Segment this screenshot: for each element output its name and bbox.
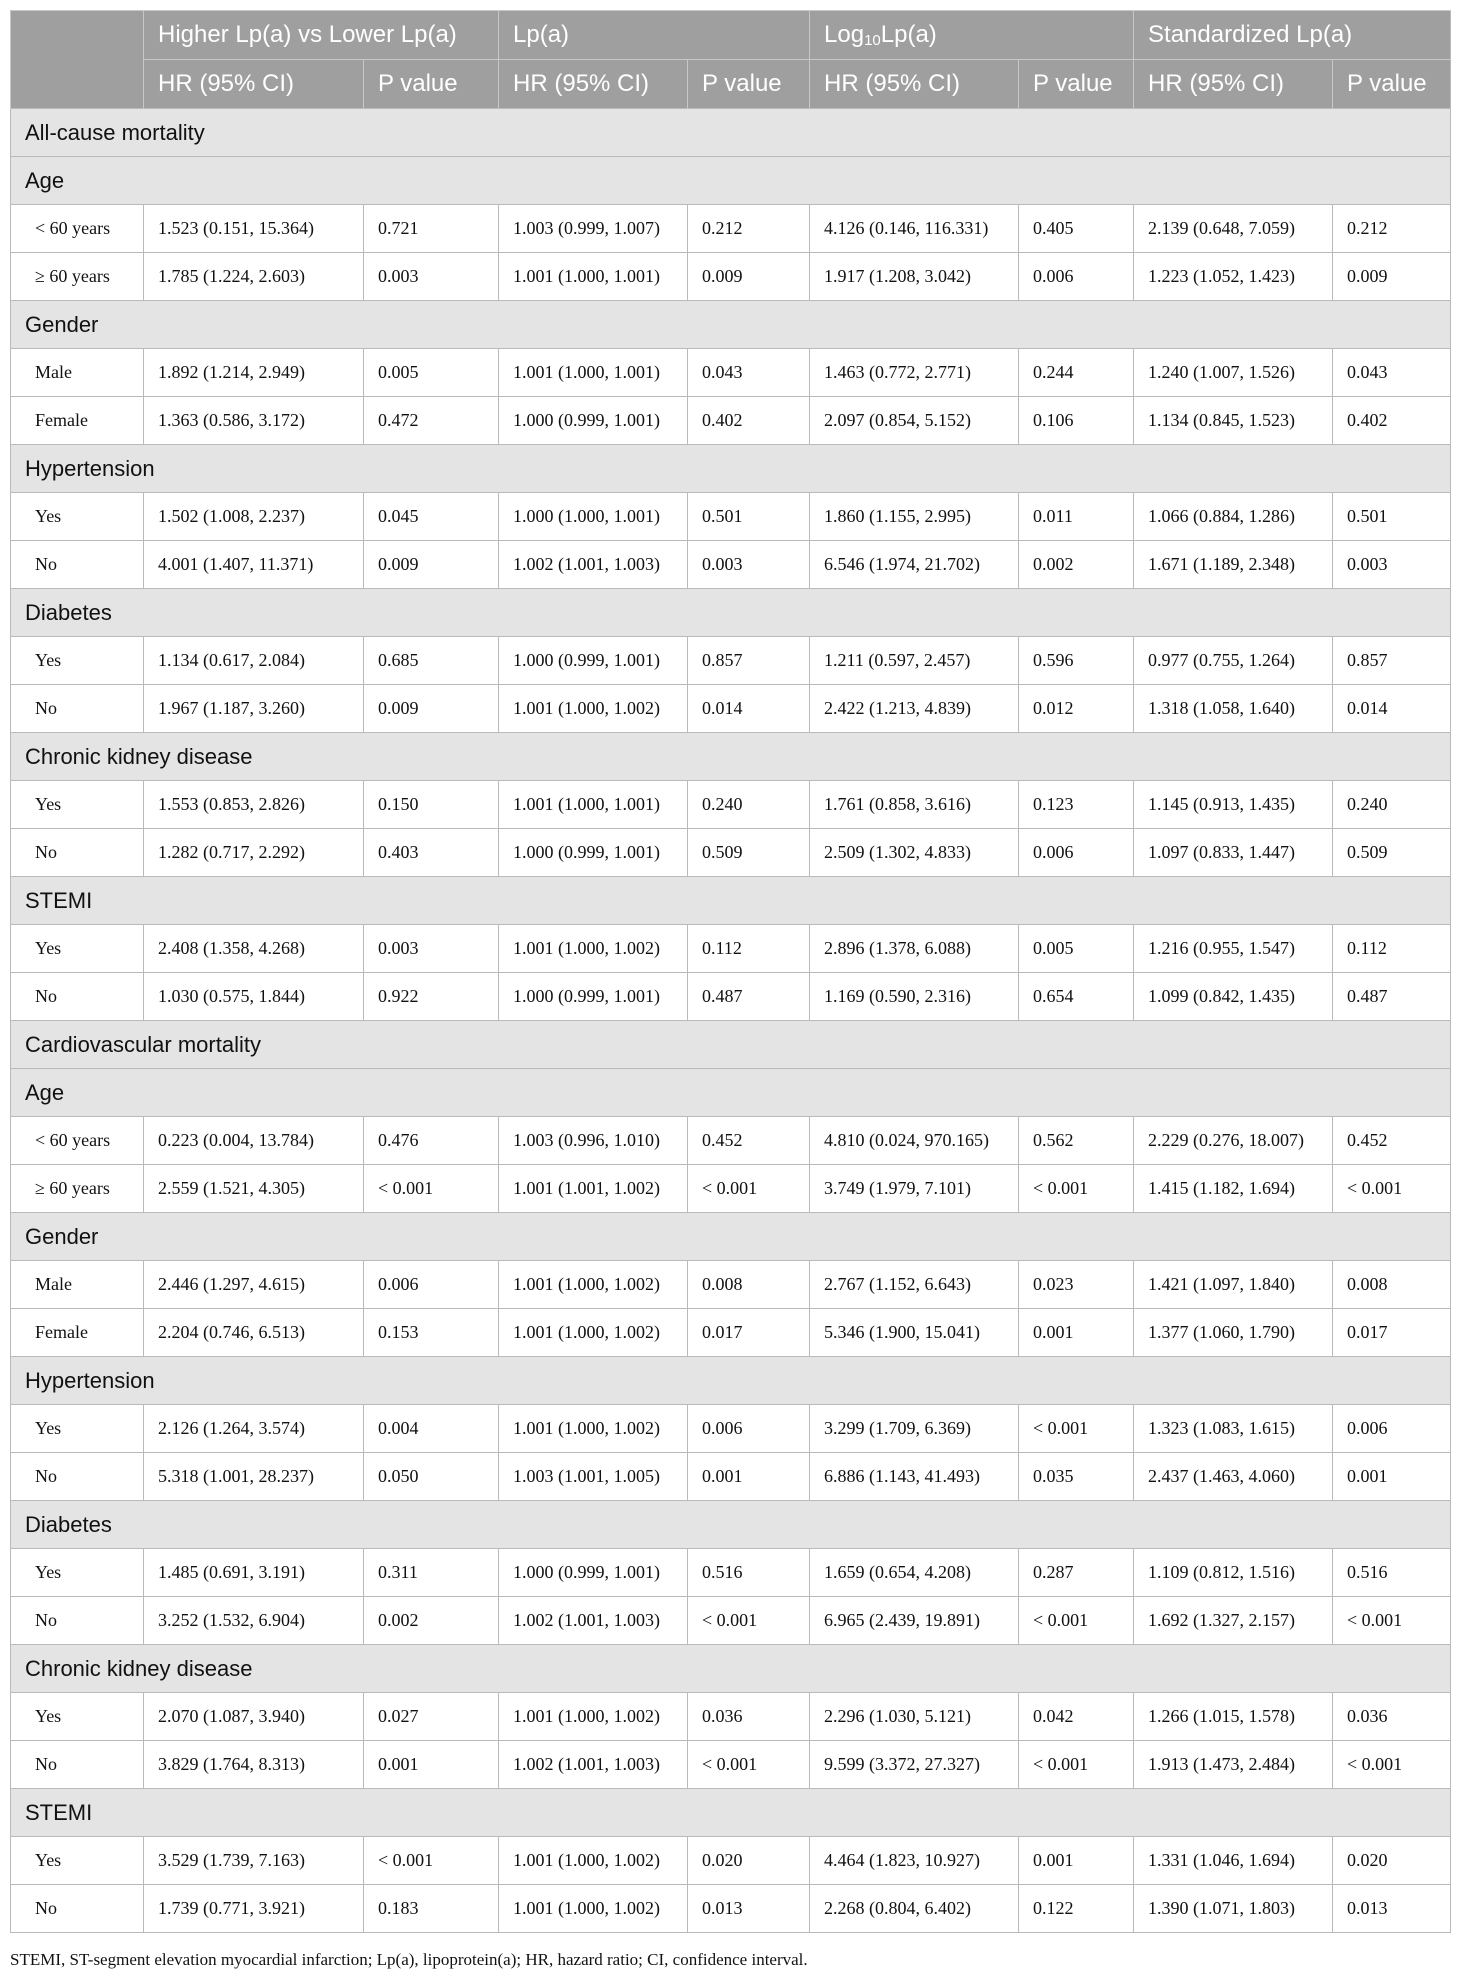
hr-cell: 1.415 (1.182, 1.694)	[1134, 1165, 1333, 1213]
hr-cell: 5.318 (1.001, 28.237)	[144, 1453, 364, 1501]
hr-cell: 1.323 (1.083, 1.615)	[1134, 1405, 1333, 1453]
hr-cell: 1.030 (0.575, 1.844)	[144, 973, 364, 1021]
p-value-cell: 0.045	[364, 493, 499, 541]
hr-cell: 1.000 (0.999, 1.001)	[499, 397, 688, 445]
row-label: Yes	[11, 493, 144, 541]
hr-cell: 1.485 (0.691, 3.191)	[144, 1549, 364, 1597]
hr-cell: 2.296 (1.030, 5.121)	[810, 1693, 1019, 1741]
section-label: All-cause mortality	[11, 109, 1451, 157]
hr-cell: 1.000 (0.999, 1.001)	[499, 637, 688, 685]
row-label: Yes	[11, 1693, 144, 1741]
row-label: ≥ 60 years	[11, 253, 144, 301]
hr-cell: 2.070 (1.087, 3.940)	[144, 1693, 364, 1741]
p-value-cell: 0.006	[1333, 1405, 1451, 1453]
section-label: STEMI	[11, 1789, 1451, 1837]
hr-cell: 1.223 (1.052, 1.423)	[1134, 253, 1333, 301]
header-row-groups	[11, 11, 1451, 60]
p-value-cell: 0.562	[1019, 1117, 1134, 1165]
section-label: Hypertension	[11, 1357, 1451, 1405]
hr-cell: 1.003 (0.999, 1.007)	[499, 205, 688, 253]
row-label: ≥ 60 years	[11, 1165, 144, 1213]
hr-cell: 1.000 (0.999, 1.001)	[499, 1549, 688, 1597]
results-table	[10, 10, 1451, 1933]
hr-cell: 1.967 (1.187, 3.260)	[144, 685, 364, 733]
hr-cell: 1.134 (0.617, 2.084)	[144, 637, 364, 685]
p-value-cell: 0.009	[364, 541, 499, 589]
p-value-cell: < 0.001	[688, 1741, 810, 1789]
header-row-subcols	[11, 60, 1451, 109]
table-row	[11, 781, 1451, 829]
table-row	[11, 253, 1451, 301]
p-value-cell: 0.003	[364, 253, 499, 301]
p-value-cell: < 0.001	[1333, 1741, 1451, 1789]
table-row	[11, 973, 1451, 1021]
hr-cell: 1.001 (1.000, 1.002)	[499, 1261, 688, 1309]
table-row	[11, 685, 1451, 733]
row-label: No	[11, 1453, 144, 1501]
hr-cell: 1.003 (0.996, 1.010)	[499, 1117, 688, 1165]
hr-cell: 1.240 (1.007, 1.526)	[1134, 349, 1333, 397]
hr-cell: 1.917 (1.208, 3.042)	[810, 253, 1019, 301]
p-value-cell: 0.050	[364, 1453, 499, 1501]
p-value-cell: 0.857	[688, 637, 810, 685]
section-label: Age	[11, 157, 1451, 205]
hr-cell: 4.464 (1.823, 10.927)	[810, 1837, 1019, 1885]
hr-cell: 1.390 (1.071, 1.803)	[1134, 1885, 1333, 1933]
p-value-cell: 0.023	[1019, 1261, 1134, 1309]
hr-cell: 2.896 (1.378, 6.088)	[810, 925, 1019, 973]
p-value-cell: 0.005	[364, 349, 499, 397]
header-higher-vs-lower: Higher Lp(a) vs Lower Lp(a)	[144, 11, 499, 60]
p-value-cell: 0.043	[688, 349, 810, 397]
p-value-cell: 0.402	[688, 397, 810, 445]
hr-cell: 1.671 (1.189, 2.348)	[1134, 541, 1333, 589]
p-value-cell: 0.106	[1019, 397, 1134, 445]
table-row	[11, 1885, 1451, 1933]
section-row	[11, 1789, 1451, 1837]
table-row	[11, 397, 1451, 445]
hr-cell: 2.422 (1.213, 4.839)	[810, 685, 1019, 733]
table-row	[11, 205, 1451, 253]
table-row	[11, 925, 1451, 973]
p-value-cell: 0.487	[1333, 973, 1451, 1021]
hr-cell: 2.437 (1.463, 4.060)	[1134, 1453, 1333, 1501]
table-row	[11, 829, 1451, 877]
p-value-cell: < 0.001	[364, 1165, 499, 1213]
p-value-cell: 0.922	[364, 973, 499, 1021]
p-value-cell: 0.150	[364, 781, 499, 829]
p-value-cell: 0.013	[688, 1885, 810, 1933]
p-value-cell: 0.008	[688, 1261, 810, 1309]
p-value-cell: 0.501	[688, 493, 810, 541]
section-row	[11, 157, 1451, 205]
p-value-cell: 0.311	[364, 1549, 499, 1597]
row-label: < 60 years	[11, 205, 144, 253]
hr-cell: 1.001 (1.000, 1.002)	[499, 1405, 688, 1453]
hr-cell: 0.223 (0.004, 13.784)	[144, 1117, 364, 1165]
hr-cell: 3.749 (1.979, 7.101)	[810, 1165, 1019, 1213]
section-row	[11, 1645, 1451, 1693]
hr-cell: 1.523 (0.151, 15.364)	[144, 205, 364, 253]
p-value-cell: 0.112	[1333, 925, 1451, 973]
table-row	[11, 1597, 1451, 1645]
section-label: Gender	[11, 301, 1451, 349]
p-value-cell: 0.002	[364, 1597, 499, 1645]
header-p: P value	[1333, 60, 1451, 109]
row-label: No	[11, 541, 144, 589]
section-label: STEMI	[11, 877, 1451, 925]
section-row	[11, 1213, 1451, 1261]
hr-cell: 1.785 (1.224, 2.603)	[144, 253, 364, 301]
header-hr: HR (95% CI)	[810, 60, 1019, 109]
hr-cell: 1.463 (0.772, 2.771)	[810, 349, 1019, 397]
p-value-cell: 0.006	[1019, 829, 1134, 877]
hr-cell: 3.829 (1.764, 8.313)	[144, 1741, 364, 1789]
hr-cell: 1.002 (1.001, 1.003)	[499, 1597, 688, 1645]
p-value-cell: 0.476	[364, 1117, 499, 1165]
p-value-cell: < 0.001	[364, 1837, 499, 1885]
hr-cell: 2.408 (1.358, 4.268)	[144, 925, 364, 973]
p-value-cell: 0.487	[688, 973, 810, 1021]
p-value-cell: 0.036	[688, 1693, 810, 1741]
row-label: No	[11, 1597, 144, 1645]
hr-cell: 1.000 (0.999, 1.001)	[499, 973, 688, 1021]
table-footnote: STEMI, ST-segment elevation myocardial infarction; Lp(a), lipoprotein(a); HR, hazard ratio; CI, confidence interval.	[10, 1950, 808, 1969]
p-value-cell: 0.005	[1019, 925, 1134, 973]
hr-cell: 1.097 (0.833, 1.447)	[1134, 829, 1333, 877]
p-value-cell: 0.123	[1019, 781, 1134, 829]
table-row	[11, 1309, 1451, 1357]
row-label: Yes	[11, 1549, 144, 1597]
p-value-cell: 0.036	[1333, 1693, 1451, 1741]
table-row	[11, 1117, 1451, 1165]
hr-cell: 1.001 (1.000, 1.002)	[499, 685, 688, 733]
p-value-cell: 0.153	[364, 1309, 499, 1357]
p-value-cell: 0.020	[1333, 1837, 1451, 1885]
hr-cell: 2.139 (0.648, 7.059)	[1134, 205, 1333, 253]
hr-cell: 6.965 (2.439, 19.891)	[810, 1597, 1019, 1645]
hr-cell: 2.509 (1.302, 4.833)	[810, 829, 1019, 877]
p-value-cell: 0.212	[688, 205, 810, 253]
table-row	[11, 1261, 1451, 1309]
section-label: Chronic kidney disease	[11, 1645, 1451, 1693]
table-row	[11, 1741, 1451, 1789]
hr-cell: 1.553 (0.853, 2.826)	[144, 781, 364, 829]
table-row	[11, 1405, 1451, 1453]
hr-cell: 2.559 (1.521, 4.305)	[144, 1165, 364, 1213]
p-value-cell: 0.001	[1333, 1453, 1451, 1501]
hr-cell: 1.761 (0.858, 3.616)	[810, 781, 1019, 829]
header-standardized-lpa: Standardized Lp(a)	[1134, 11, 1451, 60]
section-row	[11, 301, 1451, 349]
p-value-cell: < 0.001	[688, 1597, 810, 1645]
p-value-cell: 0.287	[1019, 1549, 1134, 1597]
hr-cell: 1.001 (1.000, 1.002)	[499, 1309, 688, 1357]
p-value-cell: 0.122	[1019, 1885, 1134, 1933]
p-value-cell: 0.009	[688, 253, 810, 301]
p-value-cell: 0.020	[688, 1837, 810, 1885]
hr-cell: 1.318 (1.058, 1.640)	[1134, 685, 1333, 733]
p-value-cell: 0.516	[688, 1549, 810, 1597]
hr-cell: 1.002 (1.001, 1.003)	[499, 1741, 688, 1789]
table-row	[11, 637, 1451, 685]
p-value-cell: 0.001	[688, 1453, 810, 1501]
hr-cell: 1.659 (0.654, 4.208)	[810, 1549, 1019, 1597]
p-value-cell: < 0.001	[1019, 1597, 1134, 1645]
section-row	[11, 445, 1451, 493]
p-value-cell: 0.006	[364, 1261, 499, 1309]
p-value-cell: 0.003	[688, 541, 810, 589]
header-lpa: Lp(a)	[499, 11, 810, 60]
table-row	[11, 1165, 1451, 1213]
p-value-cell: 0.013	[1333, 1885, 1451, 1933]
header-hr: HR (95% CI)	[144, 60, 364, 109]
table-row	[11, 541, 1451, 589]
p-value-cell: 0.244	[1019, 349, 1134, 397]
hr-cell: 2.204 (0.746, 6.513)	[144, 1309, 364, 1357]
p-value-cell: 0.472	[364, 397, 499, 445]
hr-cell: 9.599 (3.372, 27.327)	[810, 1741, 1019, 1789]
p-value-cell: 0.857	[1333, 637, 1451, 685]
p-value-cell: 0.509	[1333, 829, 1451, 877]
section-row	[11, 109, 1451, 157]
p-value-cell: 0.014	[688, 685, 810, 733]
table-row	[11, 493, 1451, 541]
p-value-cell: < 0.001	[688, 1165, 810, 1213]
p-value-cell: 0.004	[364, 1405, 499, 1453]
p-value-cell: 0.017	[688, 1309, 810, 1357]
section-label: Diabetes	[11, 589, 1451, 637]
section-label: Chronic kidney disease	[11, 733, 1451, 781]
row-label: No	[11, 1741, 144, 1789]
hr-cell: 1.001 (1.000, 1.001)	[499, 781, 688, 829]
p-value-cell: 0.009	[1333, 253, 1451, 301]
hr-cell: 1.169 (0.590, 2.316)	[810, 973, 1019, 1021]
hr-cell: 1.001 (1.000, 1.002)	[499, 925, 688, 973]
p-value-cell: 0.006	[1019, 253, 1134, 301]
p-value-cell: 0.001	[1019, 1837, 1134, 1885]
p-value-cell: 0.403	[364, 829, 499, 877]
hr-cell: 2.097 (0.854, 5.152)	[810, 397, 1019, 445]
row-label: Female	[11, 1309, 144, 1357]
p-value-cell: 0.027	[364, 1693, 499, 1741]
p-value-cell: 0.240	[688, 781, 810, 829]
hr-cell: 1.739 (0.771, 3.921)	[144, 1885, 364, 1933]
hr-cell: 2.767 (1.152, 6.643)	[810, 1261, 1019, 1309]
header-hr: HR (95% CI)	[499, 60, 688, 109]
section-label: Diabetes	[11, 1501, 1451, 1549]
hr-cell: 1.211 (0.597, 2.457)	[810, 637, 1019, 685]
p-value-cell: 0.042	[1019, 1693, 1134, 1741]
hr-cell: 3.252 (1.532, 6.904)	[144, 1597, 364, 1645]
section-row	[11, 1501, 1451, 1549]
hr-cell: 6.546 (1.974, 21.702)	[810, 541, 1019, 589]
p-value-cell: 0.017	[1333, 1309, 1451, 1357]
p-value-cell: 0.014	[1333, 685, 1451, 733]
hr-cell: 1.066 (0.884, 1.286)	[1134, 493, 1333, 541]
hr-cell: 6.886 (1.143, 41.493)	[810, 1453, 1019, 1501]
p-value-cell: 0.012	[1019, 685, 1134, 733]
p-value-cell: 0.240	[1333, 781, 1451, 829]
p-value-cell: 0.183	[364, 1885, 499, 1933]
hr-cell: 1.502 (1.008, 2.237)	[144, 493, 364, 541]
hr-cell: 1.001 (1.000, 1.002)	[499, 1693, 688, 1741]
hr-cell: 1.282 (0.717, 2.292)	[144, 829, 364, 877]
p-value-cell: 0.011	[1019, 493, 1134, 541]
table-row	[11, 349, 1451, 397]
row-label: Yes	[11, 637, 144, 685]
p-value-cell: 0.043	[1333, 349, 1451, 397]
p-value-cell: 0.001	[364, 1741, 499, 1789]
section-label: Gender	[11, 1213, 1451, 1261]
section-label: Hypertension	[11, 445, 1451, 493]
row-label: Male	[11, 1261, 144, 1309]
hr-cell: 2.446 (1.297, 4.615)	[144, 1261, 364, 1309]
p-value-cell: < 0.001	[1019, 1741, 1134, 1789]
section-row	[11, 1357, 1451, 1405]
p-value-cell: 0.001	[1019, 1309, 1134, 1357]
hr-cell: 1.913 (1.473, 2.484)	[1134, 1741, 1333, 1789]
hr-cell: 1.134 (0.845, 1.523)	[1134, 397, 1333, 445]
hr-cell: 3.299 (1.709, 6.369)	[810, 1405, 1019, 1453]
p-value-cell: < 0.001	[1333, 1597, 1451, 1645]
row-label: Yes	[11, 1837, 144, 1885]
p-value-cell: < 0.001	[1019, 1405, 1134, 1453]
row-label: No	[11, 685, 144, 733]
hr-cell: 1.099 (0.842, 1.435)	[1134, 973, 1333, 1021]
hr-cell: 1.003 (1.001, 1.005)	[499, 1453, 688, 1501]
row-label: Yes	[11, 925, 144, 973]
hr-cell: 1.109 (0.812, 1.516)	[1134, 1549, 1333, 1597]
p-value-cell: < 0.001	[1333, 1165, 1451, 1213]
row-label: No	[11, 1885, 144, 1933]
p-value-cell: 0.596	[1019, 637, 1134, 685]
p-value-cell: 0.452	[688, 1117, 810, 1165]
p-value-cell: 0.003	[1333, 541, 1451, 589]
hr-cell: 1.377 (1.060, 1.790)	[1134, 1309, 1333, 1357]
hr-cell: 4.810 (0.024, 970.165)	[810, 1117, 1019, 1165]
hr-cell: 1.001 (1.000, 1.002)	[499, 1885, 688, 1933]
p-value-cell: 0.501	[1333, 493, 1451, 541]
p-value-cell: 0.402	[1333, 397, 1451, 445]
hr-cell: 1.692 (1.327, 2.157)	[1134, 1597, 1333, 1645]
hr-cell: 1.266 (1.015, 1.578)	[1134, 1693, 1333, 1741]
hr-cell: 3.529 (1.739, 7.163)	[144, 1837, 364, 1885]
hr-cell: 4.126 (0.146, 116.331)	[810, 205, 1019, 253]
section-row	[11, 589, 1451, 637]
p-value-cell: 0.212	[1333, 205, 1451, 253]
header-p: P value	[1019, 60, 1134, 109]
hr-cell: 0.977 (0.755, 1.264)	[1134, 637, 1333, 685]
hr-cell: 5.346 (1.900, 15.041)	[810, 1309, 1019, 1357]
row-label: Female	[11, 397, 144, 445]
hr-cell: 2.229 (0.276, 18.007)	[1134, 1117, 1333, 1165]
p-value-cell: 0.685	[364, 637, 499, 685]
hr-cell: 1.001 (1.000, 1.001)	[499, 253, 688, 301]
hr-cell: 2.126 (1.264, 3.574)	[144, 1405, 364, 1453]
table-body	[11, 109, 1451, 1933]
p-value-cell: 0.002	[1019, 541, 1134, 589]
hr-cell: 1.000 (1.000, 1.001)	[499, 493, 688, 541]
hr-cell: 2.268 (0.804, 6.402)	[810, 1885, 1019, 1933]
hr-cell: 1.331 (1.046, 1.694)	[1134, 1837, 1333, 1885]
hr-cell: 1.892 (1.214, 2.949)	[144, 349, 364, 397]
hr-cell: 1.216 (0.955, 1.547)	[1134, 925, 1333, 973]
table-row	[11, 1837, 1451, 1885]
section-row	[11, 877, 1451, 925]
p-value-cell: 0.405	[1019, 205, 1134, 253]
table-row	[11, 1693, 1451, 1741]
header-log10-lpa: Log$_{10}$Lp(a)	[810, 11, 1134, 60]
section-label: Age	[11, 1069, 1451, 1117]
p-value-cell: 0.112	[688, 925, 810, 973]
hr-cell: 1.860 (1.155, 2.995)	[810, 493, 1019, 541]
p-value-cell: < 0.001	[1019, 1165, 1134, 1213]
row-label: Male	[11, 349, 144, 397]
hr-cell: 1.363 (0.586, 3.172)	[144, 397, 364, 445]
p-value-cell: 0.516	[1333, 1549, 1451, 1597]
hr-cell: 1.000 (0.999, 1.001)	[499, 829, 688, 877]
hr-cell: 1.001 (1.000, 1.001)	[499, 349, 688, 397]
table-row	[11, 1549, 1451, 1597]
table-row	[11, 1453, 1451, 1501]
section-row	[11, 1069, 1451, 1117]
row-label: < 60 years	[11, 1117, 144, 1165]
section-row	[11, 733, 1451, 781]
p-value-cell: 0.009	[364, 685, 499, 733]
hr-cell: 1.145 (0.913, 1.435)	[1134, 781, 1333, 829]
p-value-cell: 0.721	[364, 205, 499, 253]
p-value-cell: 0.008	[1333, 1261, 1451, 1309]
header-p: P value	[688, 60, 810, 109]
hr-cell: 1.002 (1.001, 1.003)	[499, 541, 688, 589]
hr-cell: 1.001 (1.001, 1.002)	[499, 1165, 688, 1213]
row-label: No	[11, 973, 144, 1021]
hr-cell: 4.001 (1.407, 11.371)	[144, 541, 364, 589]
section-row	[11, 1021, 1451, 1069]
row-label: No	[11, 829, 144, 877]
header-corner	[11, 11, 144, 109]
row-label: Yes	[11, 781, 144, 829]
p-value-cell: 0.452	[1333, 1117, 1451, 1165]
row-label: Yes	[11, 1405, 144, 1453]
header-hr: HR (95% CI)	[1134, 60, 1333, 109]
header-p: P value	[364, 60, 499, 109]
hr-cell: 1.421 (1.097, 1.840)	[1134, 1261, 1333, 1309]
p-value-cell: 0.003	[364, 925, 499, 973]
section-label: Cardiovascular mortality	[11, 1021, 1451, 1069]
p-value-cell: 0.509	[688, 829, 810, 877]
p-value-cell: 0.035	[1019, 1453, 1134, 1501]
hr-cell: 1.001 (1.000, 1.002)	[499, 1837, 688, 1885]
p-value-cell: 0.006	[688, 1405, 810, 1453]
p-value-cell: 0.654	[1019, 973, 1134, 1021]
